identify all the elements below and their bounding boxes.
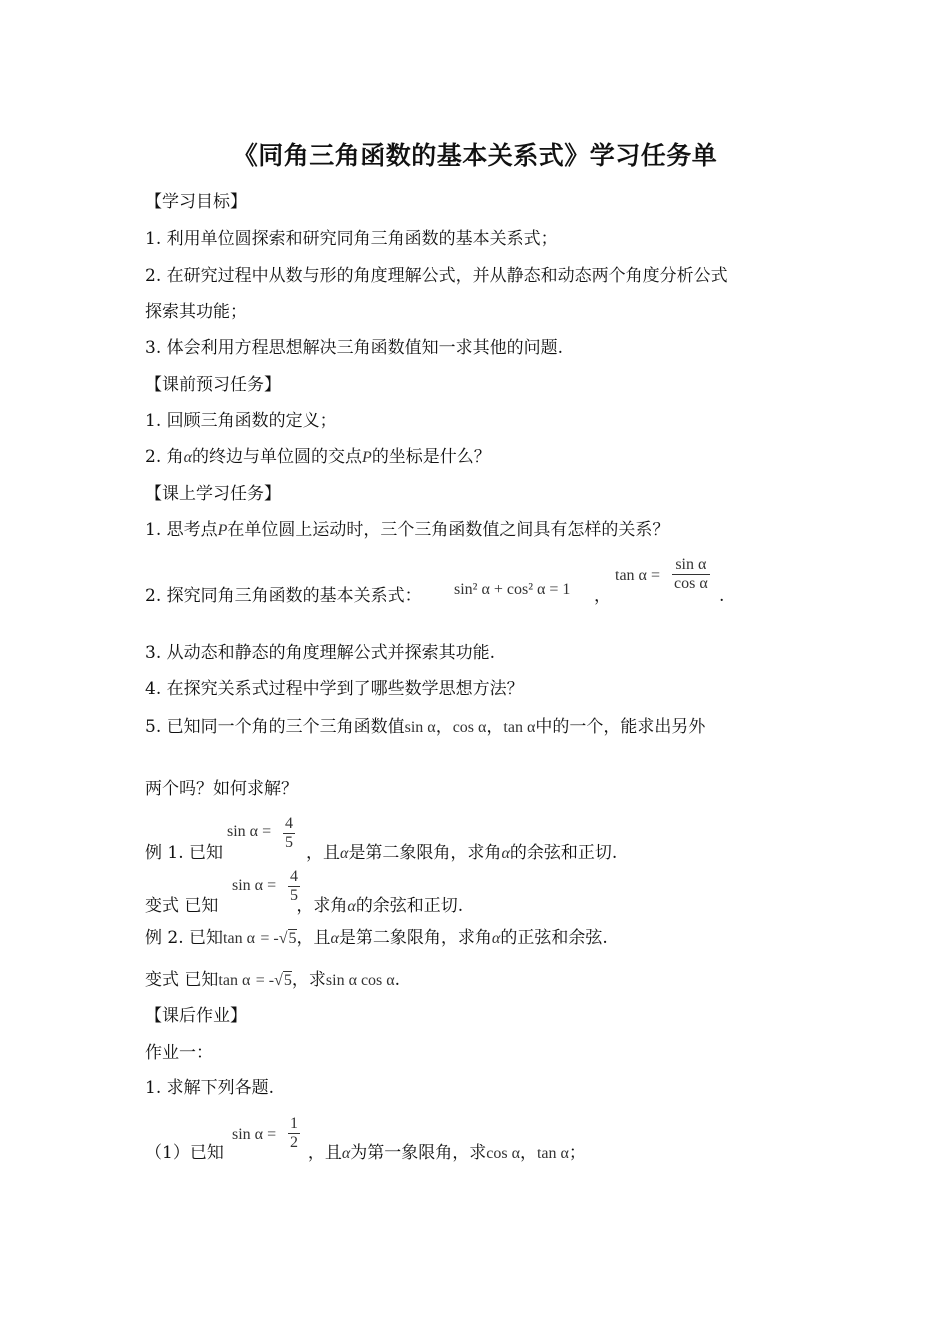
- homework-1-title: 作业一：: [145, 1043, 213, 1063]
- section-heading-preview: 【课前预习任务】: [145, 375, 281, 395]
- example-2: 例 2. 已知tan α = -√5，且α是第二象限角，求角α的正弦和余弦.: [145, 928, 608, 948]
- section-heading-goals: 【学习目标】: [145, 192, 247, 212]
- homework-instruction: 1. 求解下列各题.: [145, 1078, 275, 1098]
- tan-quotient-lhs: tan α =: [615, 567, 660, 584]
- var1-sin-lhs: sin α =: [232, 877, 277, 894]
- alpha-symbol: α: [183, 449, 193, 466]
- variant-1: 变式 已知 ，求角α的余弦和正切.: [145, 896, 464, 916]
- ex1-fraction: $\frac{4}{5}$: [285, 815, 293, 851]
- goal-2-line-1: 2. 在研究过程中从数与形的角度理解公式，并从静态和动态两个角度分析公式: [145, 266, 728, 286]
- period: .: [719, 586, 725, 606]
- inclass-task-1: 1. 思考点P在单位圆上运动时，三个三角函数值之间具有怎样的关系？: [145, 520, 670, 540]
- pythagorean-identity: sin² α + cos² α = 1: [454, 581, 571, 598]
- inclass-task-3: 3. 从动态和静态的角度理解公式并探索其功能.: [145, 643, 496, 663]
- point-p-symbol: P: [217, 522, 228, 539]
- preview-task-2: 2. 角α的终边与单位圆的交点P的坐标是什么？: [145, 447, 491, 467]
- ex1-sin-lhs: sin α =: [227, 823, 272, 840]
- comma: ，: [594, 586, 611, 606]
- goal-1: 1. 利用单位圆探索和研究同角三角函数的基本关系式；: [145, 229, 558, 249]
- section-heading-inclass: 【课上学习任务】: [145, 484, 281, 504]
- var1-fraction: $\frac{4}{5}$: [290, 868, 298, 904]
- inclass-task-5-continued: 两个吗？如何求解？: [145, 779, 298, 799]
- inclass-task-2: 2. 探究同角三角函数的基本关系式：: [145, 586, 422, 606]
- hw-q1-fraction: $\frac{1}{2}$: [290, 1115, 298, 1151]
- preview-task-1: 1. 回顾三角函数的定义；: [145, 411, 337, 431]
- variant-2: 变式 已知tan α = -√5，求sin α cos α.: [145, 970, 401, 990]
- inclass-task-4: 4. 在探究关系式过程中学到了哪些数学思想方法？: [145, 679, 524, 699]
- inclass-task-5: 5. 已知同一个角的三个三角函数值sin α，cos α，tan α中的一个，能求出另外: [145, 717, 706, 737]
- example-1: 例 1. 已知 ，且α是第二象限角，求角α的余弦和正切.: [145, 843, 618, 863]
- page-title: 《同角三角函数的基本关系式》学习任务单: [232, 141, 718, 170]
- goal-3: 3. 体会利用方程思想解决三角函数值知一求其他的问题.: [145, 338, 564, 358]
- section-heading-homework: 【课后作业】: [145, 1006, 247, 1026]
- hw-q1-sin-lhs: sin α =: [232, 1126, 277, 1143]
- point-p-symbol: P: [362, 449, 372, 466]
- tan-quotient-fraction: $\frac{\text{sin α}}{\text{cos α}}$: [674, 556, 708, 592]
- homework-question-1: （1）已知 ，且α为第一象限角，求cos α，tan α；: [145, 1143, 586, 1163]
- goal-2-line-2: 探索其功能；: [145, 302, 247, 322]
